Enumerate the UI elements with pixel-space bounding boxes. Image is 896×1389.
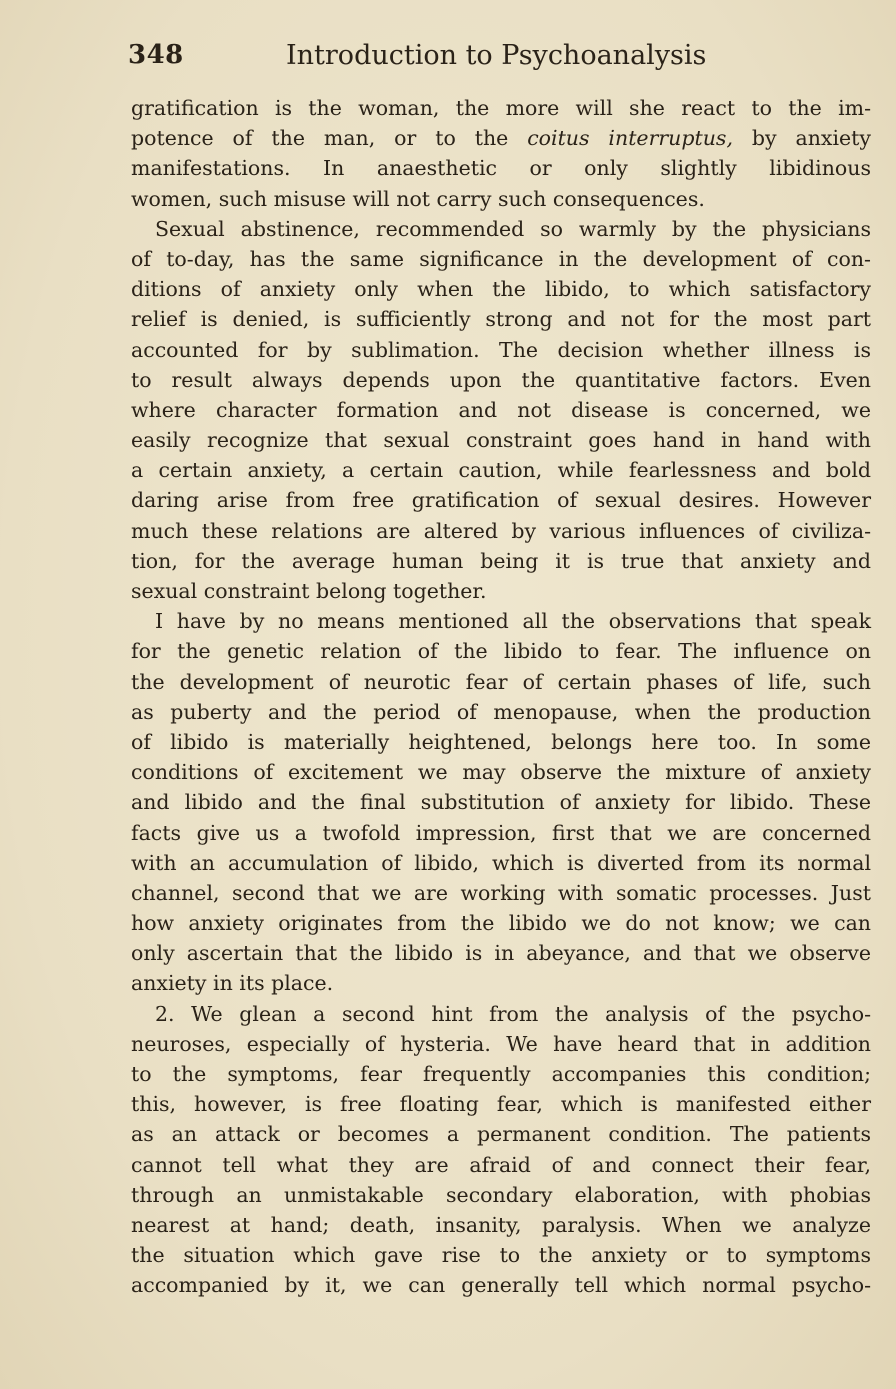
- text-line: relief is denied, is sufficiently strong and not for the most part: [131, 307, 871, 332]
- text-line: tion, for the average human being it is true that anxiety and: [131, 548, 871, 573]
- text-line: this, however, is free floating fear, which is manifested either: [131, 1092, 871, 1117]
- text-line: daring arise from free gratification of sexual desires. However: [131, 488, 871, 513]
- text-line: conditions of excitement we may observe the mixture of anxiety: [131, 760, 871, 785]
- text-line: manifestations. In anaesthetic or only slightly libidinous: [131, 156, 871, 181]
- text-line: of to-day, has the same significance in the development of con-: [131, 246, 871, 271]
- text-line: the development of neurotic fear of certain phases of life, such: [131, 669, 871, 694]
- paragraph: [131, 93, 871, 214]
- text-line: for the genetic relation of the libido to fear. The influence on: [131, 639, 871, 664]
- text-line: only ascertain that the libido is in abeyance, and that we observe: [131, 941, 871, 966]
- text-line: with an accumulation of libido, which is diverted from its normal: [131, 850, 871, 875]
- text-line: neuroses, especially of hysteria. We have heard that in addition: [131, 1031, 871, 1056]
- text-line: [131, 123, 871, 153]
- paragraph: [131, 606, 871, 998]
- text-line: easily recognize that sexual constraint goes hand in hand with: [131, 428, 871, 453]
- text-line: women, such misuse will not carry such consequences.: [131, 186, 705, 211]
- italic-phrase: coitus interruptus,: [527, 126, 733, 151]
- text-span: by anxiety: [732, 126, 871, 151]
- text-line: anxiety in its place.: [131, 971, 334, 996]
- text-line: as an attack or becomes a permanent condition. The patients: [131, 1122, 871, 1147]
- text-line: where character formation and not disease is concerned, we: [131, 397, 871, 422]
- text-line: channel, second that we are working with somatic processes. Just: [131, 880, 871, 905]
- text-line: accounted for by sublimation. The decision whether illness is: [131, 337, 871, 362]
- text-line: ditions of anxiety only when the libido, to which satisfactory: [131, 277, 871, 302]
- text-line: through an unmistakable secondary elaboration, with phobias: [131, 1182, 871, 1207]
- text-line: accompanied by it, we can generally tell which normal psycho-: [131, 1273, 871, 1298]
- text-line: gratification is the woman, the more will she react to the im-: [131, 96, 871, 120]
- text-line: the situation which gave rise to the anxiety or to symptoms: [131, 1243, 871, 1268]
- text-line: nearest at hand; death, insanity, paralysis. When we analyze: [131, 1212, 871, 1237]
- text-line: Sexual abstinence, recommended so warmly by the physicians: [155, 216, 871, 241]
- text-span: potence of the man, or to the: [131, 126, 528, 151]
- page-number: 348: [128, 40, 184, 70]
- text-line: to result always depends upon the quantitative factors. Even: [131, 367, 871, 392]
- text-line: of libido is materially heightened, belongs here too. In some: [131, 729, 871, 754]
- text-line: 2. We glean a second hint from the analysis of the psycho-: [155, 1001, 871, 1026]
- text-line: cannot tell what they are afraid of and connect their fear,: [131, 1152, 871, 1177]
- text-line: I have by no means mentioned all the observations that speak: [155, 609, 871, 634]
- text-line: to the symptoms, fear frequently accompanies this condition;: [131, 1062, 871, 1086]
- text-line: a certain anxiety, a certain caution, while fearlessness and bold: [131, 458, 871, 483]
- paragraph: [131, 999, 871, 1301]
- text-line: and libido and the final substitution of anxiety for libido. These: [131, 790, 871, 815]
- paragraph: [131, 214, 871, 606]
- running-title: Introduction to Psychoanalysis: [286, 40, 707, 71]
- text-line: sexual constraint belong together.: [131, 579, 487, 603]
- text-line: as puberty and the period of menopause, when the production: [131, 699, 871, 724]
- page-header: [128, 40, 728, 80]
- text-line: much these relations are altered by various influences of civiliza-: [131, 518, 871, 543]
- body-text: [131, 93, 871, 1301]
- text-line: facts give us a twofold impression, first that we are concerned: [131, 820, 871, 845]
- text-line: how anxiety originates from the libido we do not know; we can: [131, 911, 871, 936]
